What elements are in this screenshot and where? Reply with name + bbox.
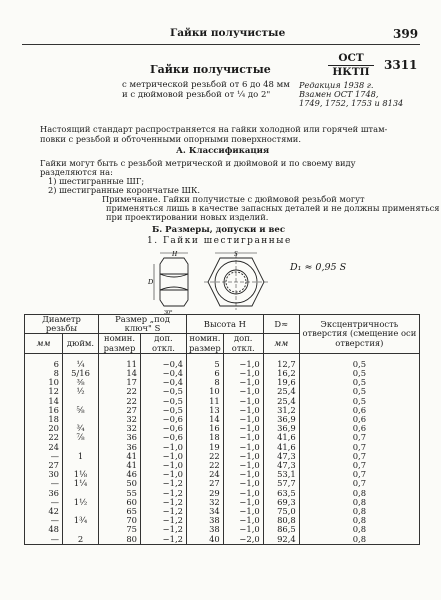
table-cell: 8 [187, 378, 224, 387]
table-cell: −1,0 [223, 461, 263, 470]
table-cell: — [25, 516, 63, 525]
th-diam: Диаметр резьбы [25, 315, 99, 334]
ost-block [328, 52, 374, 78]
table-cell: 0,8 [299, 535, 419, 545]
th-tol-h: доп. откл. [223, 334, 263, 353]
table-cell: 25,4 [263, 397, 299, 406]
table-cell: 10 [25, 378, 63, 387]
note-line-1: Примечание. Гайки получистые с дюймовой резьбой могут [102, 194, 365, 204]
table-cell: 14 [99, 369, 141, 378]
table-cell: −1,0 [223, 415, 263, 424]
th-d-mm: мм [263, 334, 299, 353]
table-cell: 19 [187, 443, 224, 452]
table-cell: 5/16 [63, 369, 99, 378]
table-cell: −1,0 [223, 489, 263, 498]
table-cell: 12 [25, 387, 63, 396]
ost-label: ОСТ [328, 52, 374, 66]
table-cell: 38 [187, 525, 224, 534]
table-cell: 0,8 [299, 507, 419, 516]
table-cell: 22 [187, 461, 224, 470]
table-cell: 53,1 [263, 470, 299, 479]
table-cell: −0,6 [141, 424, 187, 433]
table-cell: 36,9 [263, 415, 299, 424]
table-cell: 1½ [63, 498, 99, 507]
table-cell: −1,2 [141, 498, 187, 507]
table-cell: 22 [25, 433, 63, 442]
table-cell: 38 [187, 516, 224, 525]
table-cell: 0,6 [299, 415, 419, 424]
table-cell: 6 [187, 369, 224, 378]
table-cell: −1,0 [223, 479, 263, 488]
table-cell: 70 [99, 516, 141, 525]
table-cell: −0,4 [141, 369, 187, 378]
table-cell: −2,0 [223, 535, 263, 545]
table-cell: −1,0 [223, 353, 263, 369]
table-row [25, 535, 420, 545]
table-cell: 36 [99, 433, 141, 442]
table-cell: 27 [25, 461, 63, 470]
page-number: 399 [393, 27, 419, 41]
intro-line-2: повки с резьбой и обточенными опорными поверхностями. [40, 134, 301, 144]
table-cell: −0,6 [141, 433, 187, 442]
table-cell: 60 [99, 498, 141, 507]
table-cell: 42 [25, 507, 63, 516]
table-cell: −1,0 [223, 507, 263, 516]
table-cell: 22 [99, 387, 141, 396]
d1-formula: D₁ ≈ 0,95 S [290, 262, 347, 273]
table-cell: 8 [25, 369, 63, 378]
table-cell: −1,2 [141, 489, 187, 498]
table-cell: ⅜ [63, 378, 99, 387]
table-cell: 86,5 [263, 525, 299, 534]
label-s: S [234, 250, 238, 258]
table-cell: 25,4 [263, 387, 299, 396]
table-cell: 32 [99, 424, 141, 433]
table-cell: 55 [99, 489, 141, 498]
table-cell: −1,0 [223, 525, 263, 534]
th-size-s: Размер „под ключ" S [99, 315, 187, 334]
table-cell: ¼ [63, 353, 99, 369]
table-cell: 1¾ [63, 516, 99, 525]
table-cell: 47,3 [263, 452, 299, 461]
table-cell: −1,0 [223, 498, 263, 507]
classification-line-1: Гайки могут быть с резьбой метрической и дюймовой и по своему виду [40, 158, 356, 168]
table-cell: 0,8 [299, 516, 419, 525]
table-cell: 80 [99, 535, 141, 545]
table-cell: 16,2 [263, 369, 299, 378]
table-cell: 6 [25, 353, 63, 369]
table-cell: −1,0 [223, 397, 263, 406]
table-cell: 41,6 [263, 443, 299, 452]
label-30: 30° [164, 310, 173, 316]
table-cell: 32 [187, 498, 224, 507]
table-cell: 0,8 [299, 525, 419, 534]
table-cell: 1⅛ [63, 470, 99, 479]
table-cell: ⅞ [63, 433, 99, 442]
table-cell: 0,7 [299, 470, 419, 479]
table-cell: 63,5 [263, 489, 299, 498]
table-cell: 1¼ [63, 479, 99, 488]
table-cell: 31,2 [263, 406, 299, 415]
table-cell: −1,2 [141, 479, 187, 488]
nktp-label: НКТП [332, 66, 370, 78]
table-cell: 46 [99, 470, 141, 479]
table-cell: 16 [187, 424, 224, 433]
table-cell: ¾ [63, 424, 99, 433]
table-cell: −0,6 [141, 415, 187, 424]
table-cell: −1,0 [223, 369, 263, 378]
table-cell: 0,7 [299, 461, 419, 470]
document-title: Гайки получистые [150, 63, 271, 76]
table-cell: −0,4 [141, 378, 187, 387]
table-cell: 0,8 [299, 498, 419, 507]
table-cell: 34 [187, 507, 224, 516]
edition-line-3: 1749, 1752, 1753 и 8134 [299, 98, 404, 108]
th-d: D≈ [263, 315, 299, 334]
running-header-title: Гайки получистые [170, 27, 286, 39]
table-cell: 13 [187, 406, 224, 415]
table-cell: 0,5 [299, 387, 419, 396]
label-h: H [172, 250, 178, 258]
table-cell: −0,5 [141, 397, 187, 406]
table-cell: 17 [99, 378, 141, 387]
section-b-heading: Б. Размеры, допуски и вес [152, 225, 286, 235]
table-cell: 18 [25, 415, 63, 424]
table-cell: −1,0 [223, 378, 263, 387]
table-cell: 0,7 [299, 443, 419, 452]
table-cell: −1,0 [141, 461, 187, 470]
table-cell: 48 [25, 525, 63, 534]
th-inch: дюйм. [63, 334, 99, 353]
table-cell: 50 [99, 479, 141, 488]
table-cell: 14 [25, 397, 63, 406]
table-cell: — [25, 535, 63, 545]
classification-line-2: разделяются на: [40, 167, 113, 177]
table-cell: −1,2 [141, 525, 187, 534]
table-cell: 0,6 [299, 424, 419, 433]
table-cell: 41 [99, 461, 141, 470]
table-cell: 24 [25, 443, 63, 452]
table-cell: 18 [187, 433, 224, 442]
table-cell: 75 [99, 525, 141, 534]
note-line-2: применяться лишь в качестве запасных деталей и не должны применяться [106, 203, 440, 213]
table-cell: 92,4 [263, 535, 299, 545]
table-cell: 29 [187, 489, 224, 498]
table-cell: −1,0 [223, 424, 263, 433]
table-cell: −1,0 [141, 452, 187, 461]
table-cell: 57,7 [263, 479, 299, 488]
table-cell: −0,4 [141, 353, 187, 369]
table-cell: 19,6 [263, 378, 299, 387]
table-cell: 12,7 [263, 353, 299, 369]
table-cell: 0,6 [299, 406, 419, 415]
th-nominal-h: номин. размер [187, 334, 224, 353]
th-height: Высота H [187, 315, 264, 334]
table-cell: −1,0 [223, 443, 263, 452]
table-cell: 5 [187, 353, 224, 369]
subtitle-line-1: с метрической резьбой от 6 до 48 мм [122, 80, 290, 90]
table-cell: 36,9 [263, 424, 299, 433]
table-cell: — [25, 479, 63, 488]
th-nominal-s: номин. размер [99, 334, 141, 353]
table-cell: 0,5 [299, 353, 419, 369]
table-cell: −1,2 [141, 516, 187, 525]
table-row [25, 353, 420, 369]
table-cell: 40 [187, 535, 224, 545]
th-tol-s: доп. откл. [141, 334, 187, 353]
table-cell: 30 [25, 470, 63, 479]
classification-item-2: 2) шестигранные корончатые ШК. [48, 185, 201, 195]
table-cell: 69,3 [263, 498, 299, 507]
intro-line-1: Настоящий стандарт распространяется на гайки холодной или горячей штам- [40, 124, 388, 134]
table-cell: 0,5 [299, 378, 419, 387]
table-cell: 36 [25, 489, 63, 498]
table-cell: 32 [99, 415, 141, 424]
table-cell: 75,0 [263, 507, 299, 516]
edition-line-1: Редакция 1938 г. [299, 80, 374, 90]
table-cell: −1,0 [141, 470, 187, 479]
table-cell: 24 [187, 470, 224, 479]
table-cell: −1,0 [223, 516, 263, 525]
section-b-subheading: 1. Гайки шестигранные [147, 236, 292, 246]
table-cell: −1,0 [223, 387, 263, 396]
note-line-3: при проектировании новых изделий. [106, 212, 269, 222]
table-cell: 11 [187, 397, 224, 406]
table-cell: −0,5 [141, 406, 187, 415]
table-cell: 0,5 [299, 369, 419, 378]
table-cell: 1 [63, 452, 99, 461]
subtitle-line-2: и с дюймовой резьбой от ¼ до 2" [122, 90, 271, 100]
table-cell: 36 [99, 443, 141, 452]
table-cell: 0,7 [299, 433, 419, 442]
table-cell: 47,3 [263, 461, 299, 470]
table-cell: 16 [25, 406, 63, 415]
table-cell: −0,5 [141, 387, 187, 396]
table-cell: 27 [187, 479, 224, 488]
header-rule [22, 44, 420, 45]
table-cell: 10 [187, 387, 224, 396]
table-cell: 22 [99, 397, 141, 406]
table-cell: 0,7 [299, 452, 419, 461]
table-cell: 80,8 [263, 516, 299, 525]
edition-line-2: Взамен ОСТ 1748, [299, 89, 379, 99]
th-mm: мм [25, 334, 63, 353]
table-cell: −1,2 [141, 535, 187, 545]
table-cell: 2 [63, 535, 99, 545]
table-cell: 41 [99, 452, 141, 461]
table-cell: ½ [63, 387, 99, 396]
table-cell: 27 [99, 406, 141, 415]
label-d: D [148, 278, 154, 286]
th-ecc: Эксцентричность отверстия (смещение оси отверстия) [299, 315, 419, 354]
table-cell: 0,5 [299, 397, 419, 406]
table-cell: ⅝ [63, 406, 99, 415]
nut-drawing [150, 250, 290, 314]
table-cell: 0,8 [299, 489, 419, 498]
table-cell: −1,2 [141, 507, 187, 516]
table-cell: 65 [99, 507, 141, 516]
table-cell: −1,0 [141, 443, 187, 452]
dimensions-table [24, 314, 420, 545]
table-cell: −1,0 [223, 406, 263, 415]
table-cell: 0,7 [299, 479, 419, 488]
table-cell: 11 [99, 353, 141, 369]
ost-number: 3311 [384, 58, 418, 72]
section-a-heading: А. Классификация [176, 146, 270, 156]
table-cell: — [25, 498, 63, 507]
table-cell: 41,6 [263, 433, 299, 442]
table-cell: — [25, 452, 63, 461]
table-cell: −1,0 [223, 433, 263, 442]
table-cell: −1,0 [223, 452, 263, 461]
classification-item-1: 1) шестигранные ШГ; [48, 176, 145, 186]
table-cell: 14 [187, 415, 224, 424]
table-cell: 22 [187, 452, 224, 461]
table-cell: −1,0 [223, 470, 263, 479]
table-cell: 20 [25, 424, 63, 433]
